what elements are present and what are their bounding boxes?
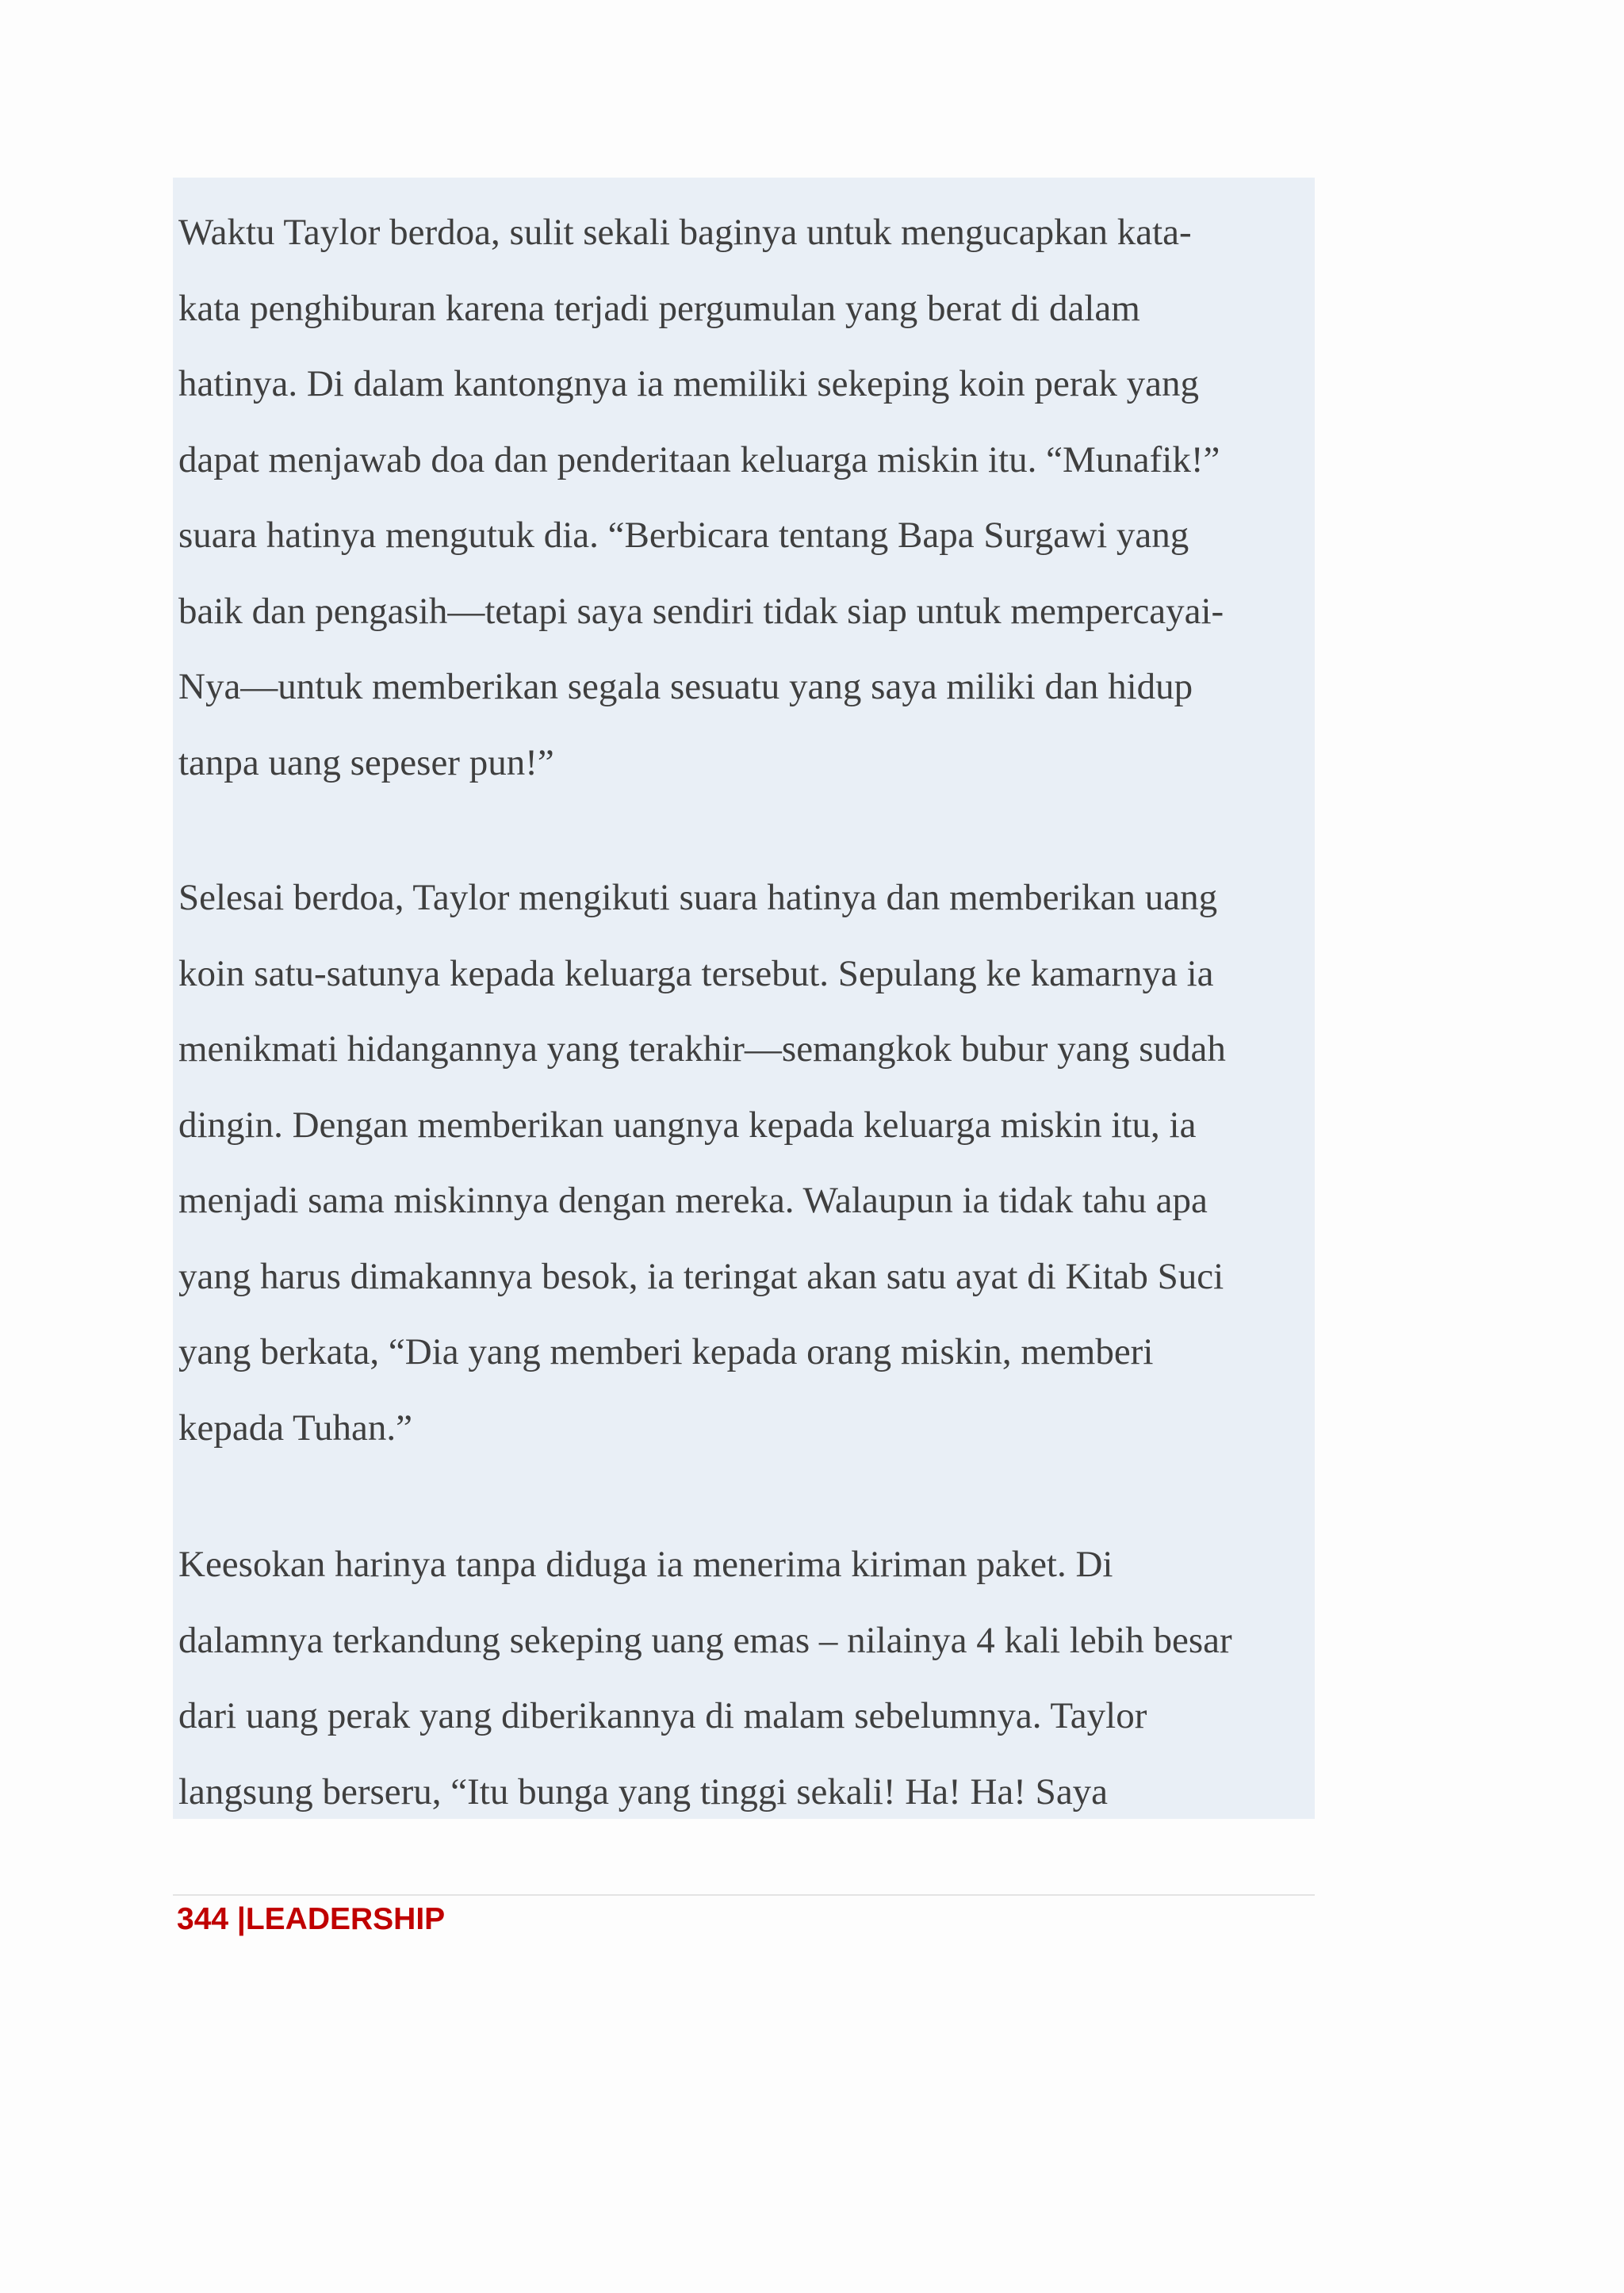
text-line: yang berkata, “Dia yang memberi kepada orang miskin, memberi [178, 1331, 1154, 1372]
text-line: Nya—untuk memberikan segala sesuatu yang saya miliki dan hidup [178, 666, 1193, 707]
footer-page-label: 344 |LEADERSHIP [177, 1902, 446, 1936]
text-line: yang harus dimakannya besok, ia teringat akan satu ayat di Kitab Suci [178, 1255, 1224, 1297]
text-line: dingin. Dengan memberikan uangnya kepada keluarga miskin itu, ia [178, 1104, 1197, 1146]
text-line: Waktu Taylor berdoa, sulit sekali baginya untuk mengucapkan kata- [178, 212, 1192, 253]
text-line: koin satu-satunya kepada keluarga tersebut. Sepulang ke kamarnya ia [178, 952, 1214, 994]
paragraph-3 [178, 1527, 1320, 1830]
text-line: menjadi sama miskinnya dengan mereka. Walaupun ia tidak tahu apa [178, 1180, 1208, 1221]
text-line: menikmati hidangannya yang terakhir—semangkok bubur yang sudah [178, 1028, 1226, 1070]
paragraph-1 [178, 195, 1320, 801]
text-line: dapat menjawab doa dan penderitaan keluarga miskin itu. “Munafik!” [178, 438, 1220, 480]
paragraph-2 [178, 860, 1320, 1466]
text-line: kata penghiburan karena terjadi pergumulan yang berat di dalam [178, 287, 1140, 329]
text-line: Keesokan harinya tanpa diduga ia menerima kiriman paket. Di [178, 1544, 1113, 1585]
text-line: Selesai berdoa, Taylor mengikuti suara hatinya dan memberikan uang [178, 877, 1218, 918]
text-line: tanpa uang sepeser pun!” [178, 741, 554, 783]
text-line: kepada Tuhan.” [178, 1407, 413, 1449]
text-line: baik dan pengasih—tetapi saya sendiri tidak siap untuk mempercayai- [178, 590, 1224, 632]
text-line: dalamnya terkandung sekeping uang emas – nilainya 4 kali lebih besar [178, 1619, 1232, 1661]
text-line: dari uang perak yang diberikannya di malam sebelumnya. Taylor [178, 1695, 1147, 1736]
text-line: langsung berseru, “Itu bunga yang tinggi sekali! Ha! Ha! Saya [178, 1770, 1109, 1813]
text-line: hatinya. Di dalam kantongnya ia memiliki sekeping koin perak yang [178, 363, 1199, 404]
text-line: suara hatinya mengutuk dia. “Berbicara tentang Bapa Surgawi yang [178, 515, 1189, 556]
